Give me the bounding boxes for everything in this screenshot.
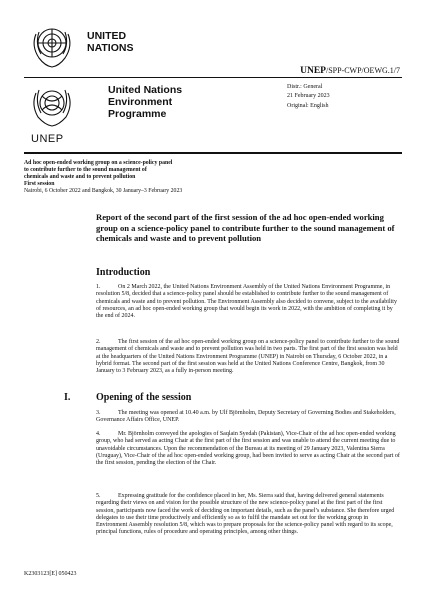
paragraph-5 bbox=[96, 493, 400, 537]
distribution: Distr.: General bbox=[287, 84, 323, 90]
un-name-line1: UNITED bbox=[87, 30, 127, 42]
para-1-number: 1. bbox=[96, 284, 101, 290]
unep-wordmark: UNEP bbox=[31, 133, 64, 145]
job-number: K2303123[E] 050423 bbox=[24, 571, 77, 577]
header-top-rule bbox=[24, 77, 402, 78]
united-nations-name bbox=[87, 30, 133, 54]
unep-programme-name bbox=[108, 84, 182, 120]
paragraph-2 bbox=[96, 339, 400, 375]
symbol-rest: /SPP-CWP/OEWG.1/7 bbox=[325, 66, 400, 75]
para-3-number: 3. bbox=[96, 410, 101, 416]
para-4-text: Mr. Björnholm conveyed the apologies of Saqlain Syedah (Pakistan), Vice-Chair of the ad hoc open-ended working group, who had served as acting Chair at the first part of the first session and was unable to attend the current meeting due to unavoidable circumstances. Upon the recommendation of the Bureau at its meeting of 29 January 2023, Valentina Sierra (Uruguay), Vice-Chair of the ad hoc open-ended working group, had been invited to serve as acting Chair at the second part of the first session, pending the election of the Chair. bbox=[96, 431, 400, 467]
session-line5: Nairobi, 6 October 2022 and Bangkok, 30 January–3 February 2023 bbox=[24, 188, 183, 194]
paragraph-4 bbox=[96, 431, 400, 467]
unep-emblem-logo bbox=[26, 80, 78, 132]
introduction-heading: Introduction bbox=[96, 267, 151, 278]
un-emblem-logo bbox=[27, 20, 77, 70]
para-5-text: Expressing gratitude for the confidence placed in her, Ms. Sierra said that, having delivered general statements regarding their views on and vision for the possible structure of the new science-policy panel at the first part of the first session, participants now faced the work of deciding on important details, such as the panel’s substance. She therefore urged delegates to use their time productively and efficiently so as to fulfil the mandate set out for the working group in Environment Assembly resolution 5/8, which was to prepare proposals for the science-policy panel with regard to its scope, principal functions, rules of procedure and operating principles, among other things. bbox=[96, 493, 395, 536]
document-metadata bbox=[287, 84, 330, 112]
para-5-number: 5. bbox=[96, 493, 101, 499]
symbol-main: UNEP bbox=[300, 66, 326, 76]
document-title: Report of the second part of the first session of the ad hoc open-ended working group on a science-policy panel to contribute further to the sound management of chemicals and waste and to prevent pollution bbox=[96, 212, 395, 243]
para-2-text: The first session of the ad hoc open-ended working group on a science-policy panel to contribute further to the sound management of chemicals and waste and to prevent pollution was held in two parts. The first part of the first session was held at the headquarters of the United Nations Environment Programme (UNEP) in Nairobi on Thursday, 6 October 2022, in a hybrid format. The second part of the first session was held at the United Nations Conference Centre, Bangkok, from 30 January to 3 February 2023, as a fully in-person meeting. bbox=[96, 339, 400, 375]
paragraph-1 bbox=[96, 284, 400, 320]
programme-line3: Programme bbox=[108, 108, 167, 120]
un-name-line2: NATIONS bbox=[87, 42, 134, 54]
header-bottom-rule bbox=[24, 152, 402, 154]
document-date: 21 February 2023 bbox=[287, 92, 330, 99]
session-line4: First session bbox=[24, 181, 55, 187]
document-symbol bbox=[300, 66, 400, 76]
programme-line2: Environment bbox=[108, 96, 173, 108]
paragraph-3 bbox=[96, 410, 400, 425]
original-language: Original: English bbox=[287, 103, 329, 109]
session-line3: chemicals and waste and to prevent pollution bbox=[24, 174, 136, 180]
para-3-text: The meeting was opened at 10.40 a.m. by Ulf Björnholm, Deputy Secretary of Governing Bodies and Stakeholders, Governance Affairs Office, UNEP. bbox=[96, 410, 396, 424]
section-number: I. bbox=[64, 392, 71, 403]
programme-line1: United Nations bbox=[108, 84, 183, 96]
para-1-text: On 2 March 2022, the United Nations Environment Assembly of the United Nations Environment Programme, in resolution 5/8, decided that a science-policy panel should be established to contribute further to the sound management of chemicals and waste and to prevent pollution. The Environment Assembly also decided to convene, subject to the availability of resources, an ad hoc open-ended working group that would begin its work in 2022, with the ambition of completing it by the end of 2024. bbox=[96, 284, 397, 320]
session-info bbox=[24, 160, 324, 195]
session-line2: to contribute further to the sound management of bbox=[24, 167, 147, 173]
para-4-number: 4. bbox=[96, 431, 101, 437]
para-2-number: 2. bbox=[96, 339, 101, 345]
session-line1: Ad hoc open-ended working group on a science-policy panel bbox=[24, 160, 173, 166]
section-heading: Opening of the session bbox=[96, 392, 192, 403]
